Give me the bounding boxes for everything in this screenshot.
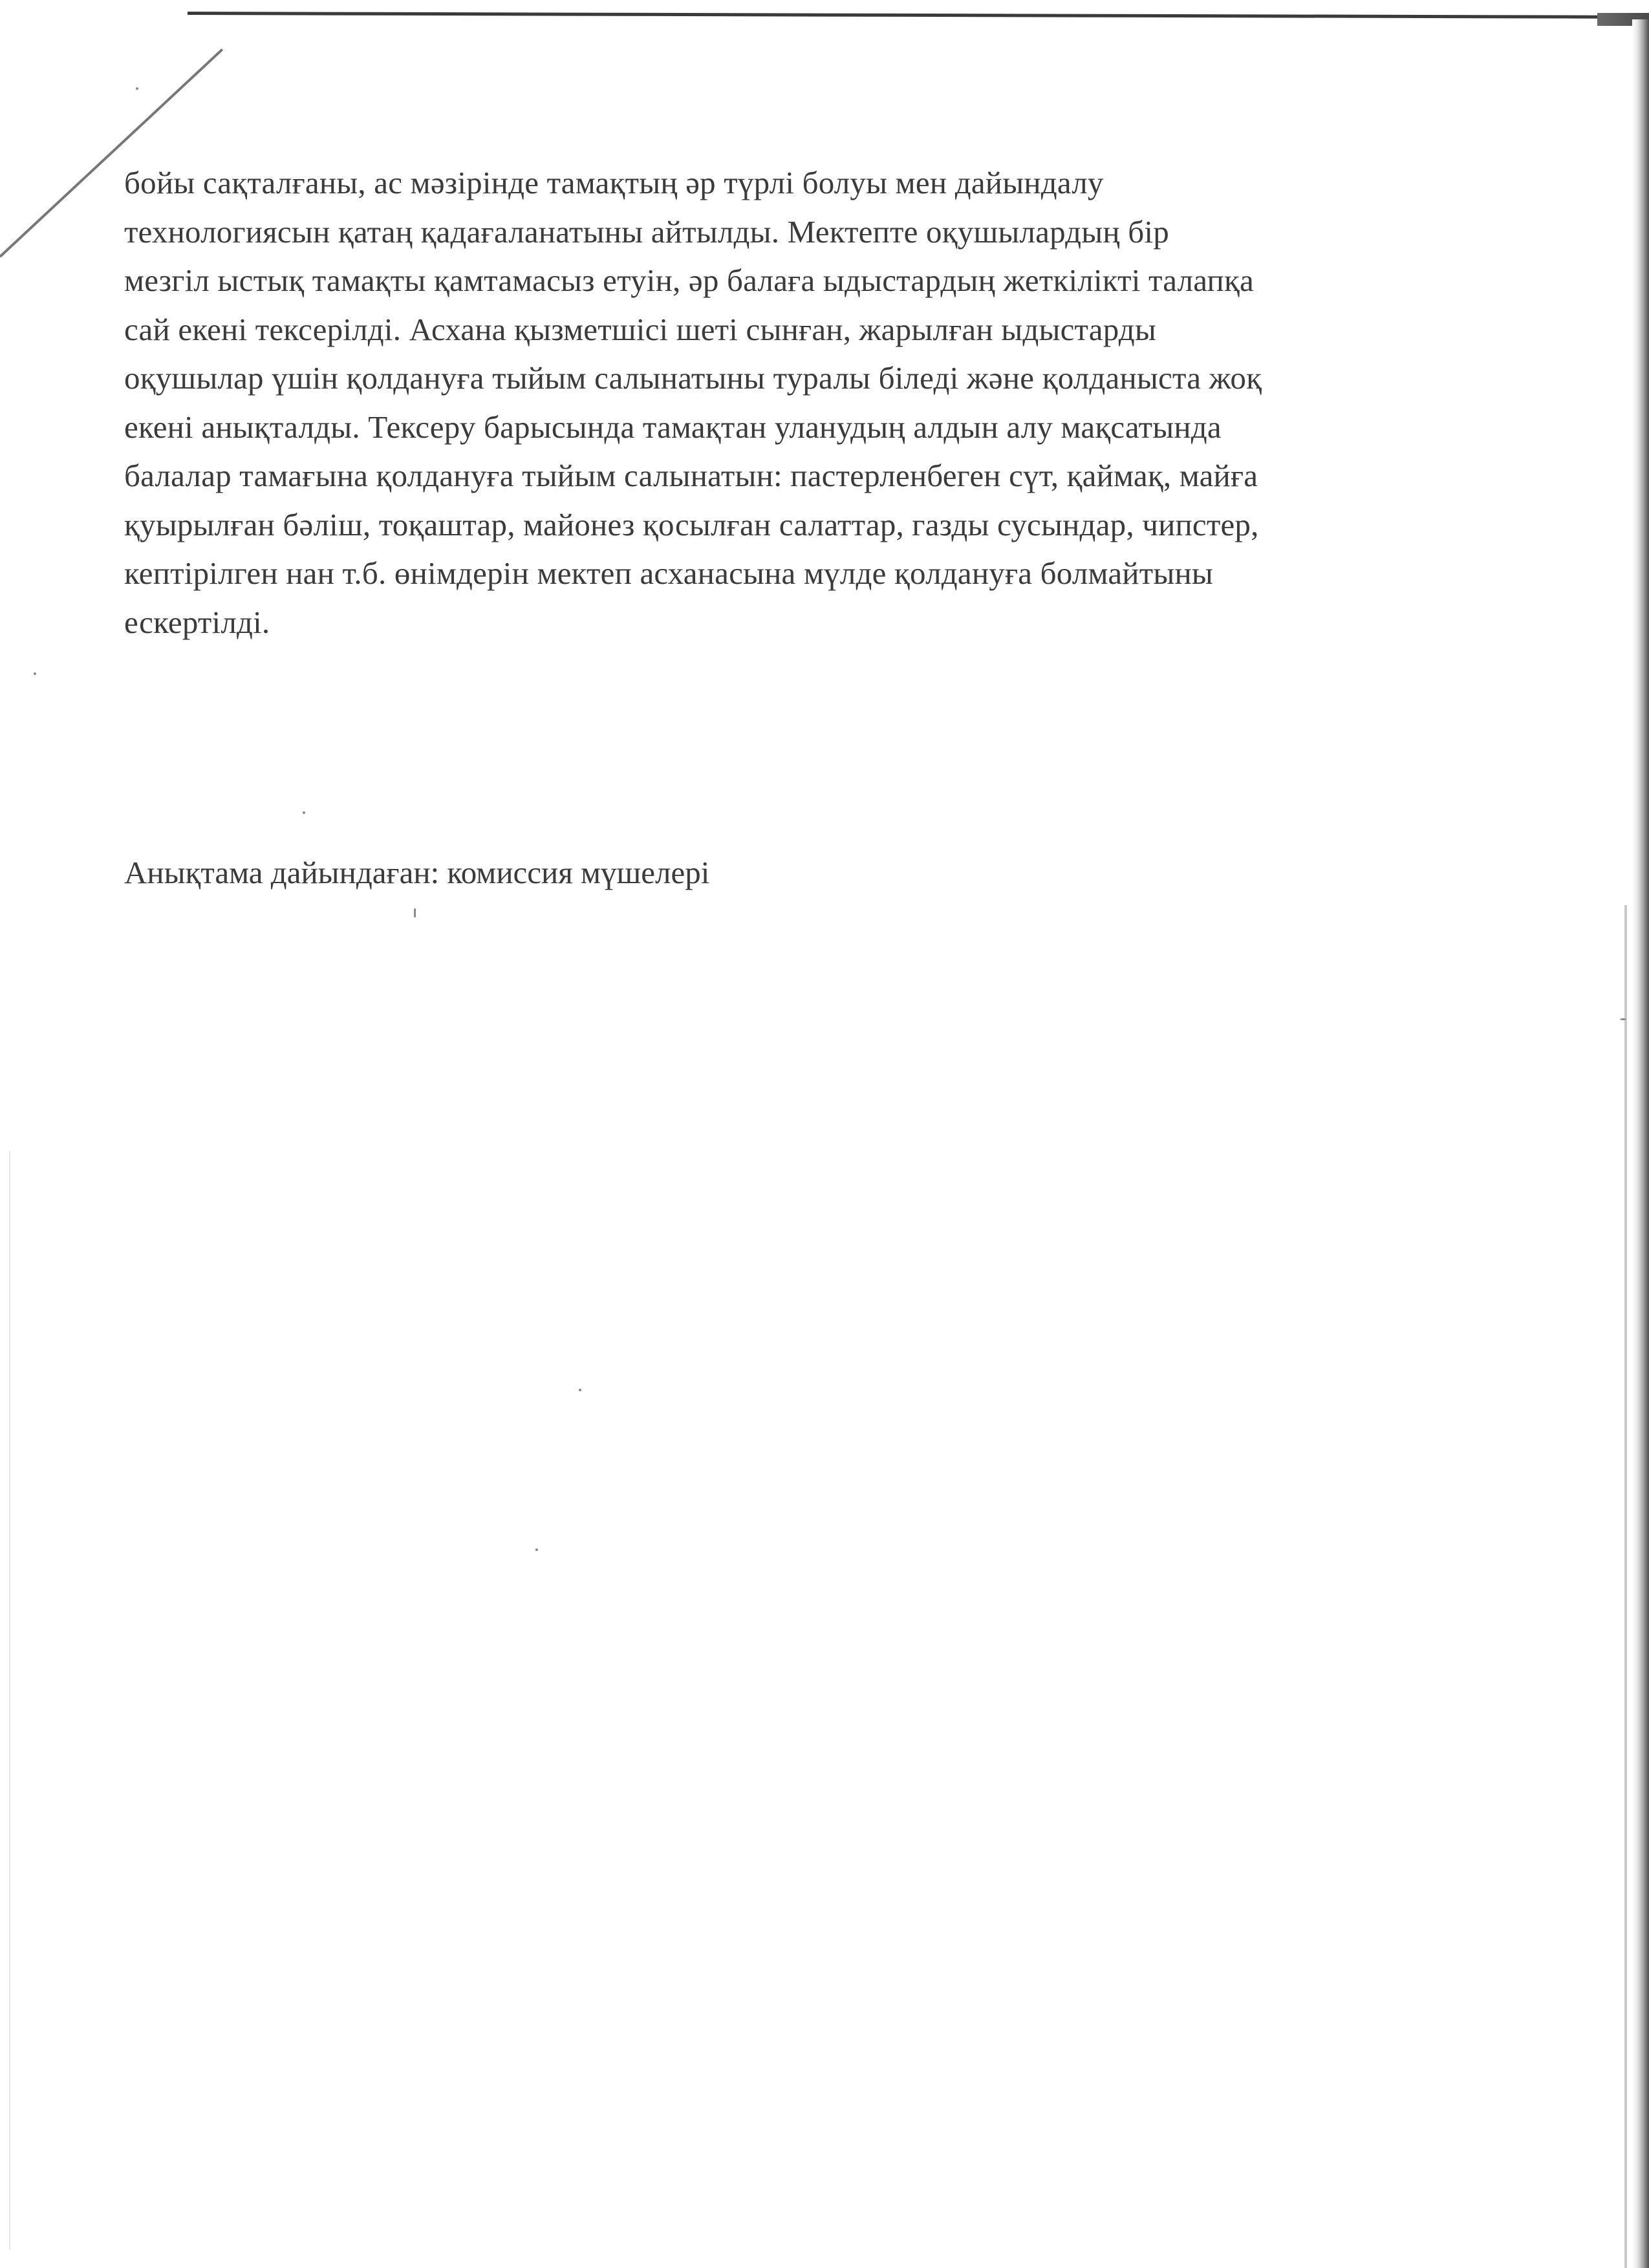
scan-edge-top xyxy=(188,12,1604,19)
scan-speck xyxy=(535,1548,538,1551)
scan-speck xyxy=(303,811,305,814)
scan-speck xyxy=(136,87,138,90)
body-paragraph xyxy=(124,158,1443,647)
body-line: ескертілді. xyxy=(124,604,270,640)
body-line: оқушылар үшін қолдануға тыйым салынатыны туралы біледі және қолданыста жоқ xyxy=(124,360,1262,396)
document-body xyxy=(124,158,1443,647)
body-line: екені анықталды. Тексеру барысында тамақтан уланудың алдын алу мақсатында xyxy=(124,409,1222,445)
scan-speck xyxy=(579,1389,581,1391)
signature-line: Анықтама дайындаған: комиссия мүшелері xyxy=(124,855,710,890)
scan-edge-right xyxy=(1632,19,1649,2268)
body-line: кептірілген нан т.б. өнімдерін мектеп асханасына мүлде қолдануға болмайтыны xyxy=(124,555,1214,591)
scan-speck xyxy=(34,672,36,675)
body-line: мезгіл ыстық тамақты қамтамасыз етуін, әр балаға ыдыстардың жеткілікті талапқа xyxy=(124,262,1254,298)
body-line: сай екені тексерілді. Асхана қызметшісі шеті сынған, жарылған ыдыстарды xyxy=(124,311,1157,347)
scan-edge-left xyxy=(9,1151,10,2250)
body-line: қуырылған бәліш, тоқаштар, майонез қосылған салаттар, газды сусындар, чипстер, xyxy=(124,506,1259,542)
body-line: балалар тамағына қолдануға тыйым салынатын: пастерленбеген сүт, қаймақ, майға xyxy=(124,458,1258,493)
scan-edge-right-line xyxy=(1624,905,1627,2268)
scan-speck xyxy=(1620,1018,1626,1020)
body-line: технологиясын қатаң қадағаланатыны айтылды. Мектепте оқушылардың бір xyxy=(124,213,1169,250)
body-line: бойы сақталғаны, ас мәзірінде тамақтың әр түрлі болуы мен дайындалу xyxy=(124,165,1104,200)
scan-speck xyxy=(414,908,416,917)
